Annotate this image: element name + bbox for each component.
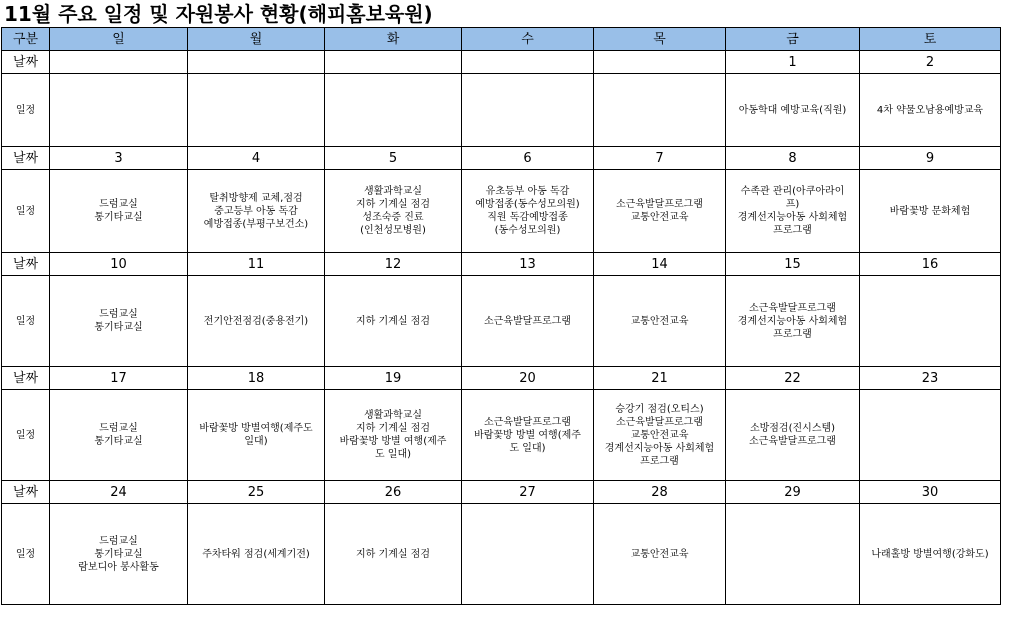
schedule-cell — [50, 74, 188, 147]
event-text: 성조숙증 진료 — [362, 212, 424, 223]
schedule-cell — [594, 276, 726, 367]
date-row — [2, 147, 1001, 170]
event-text: 통기타교실 — [94, 436, 143, 447]
date-cell: 16 — [860, 253, 1001, 276]
event-text: 지하 기계실 점검 — [356, 199, 430, 210]
date-cell: 25 — [188, 481, 325, 504]
event-text: 일대) — [244, 436, 268, 447]
schedule-cell — [50, 504, 188, 605]
date-cell — [325, 51, 462, 74]
schedule-cell — [860, 504, 1001, 605]
date-cell: 17 — [50, 367, 188, 390]
date-cell: 4 — [188, 147, 325, 170]
date-cell: 2 — [860, 51, 1001, 74]
schedule-cell — [726, 390, 860, 481]
date-cell — [50, 51, 188, 74]
schedule-cell — [50, 170, 188, 253]
date-cell — [462, 51, 594, 74]
row-label-schedule: 일정 — [2, 504, 50, 605]
date-cell: 5 — [325, 147, 462, 170]
schedule-cell — [325, 170, 462, 253]
schedule-cell — [726, 504, 860, 605]
date-row — [2, 481, 1001, 504]
event-text: 주차타워 점검(세계기전) — [202, 548, 310, 560]
event-text: 지하 기계실 점검 — [356, 423, 430, 434]
schedule-cell — [726, 170, 860, 253]
event-text: 예방접종(부평구보건소) — [203, 218, 309, 230]
date-cell: 1 — [726, 51, 860, 74]
schedule-table — [1, 27, 1001, 605]
date-cell: 18 — [188, 367, 325, 390]
event-text: 드럼교실 — [99, 535, 138, 547]
schedule-cell — [188, 170, 325, 253]
date-cell: 19 — [325, 367, 462, 390]
event-text: 승강기 점검(오티스) — [615, 403, 704, 415]
schedule-cell — [188, 276, 325, 367]
schedule-cell — [462, 276, 594, 367]
event-text: 프로그램 — [773, 328, 812, 340]
schedule-cell — [325, 276, 462, 367]
page-title: 11월 주요 일정 및 자원봉사 현황(해피홈보육원) — [4, 2, 433, 26]
header-day-sun: 일 — [50, 28, 188, 51]
event-text: 통기타교실 — [94, 212, 143, 223]
event-text: (인천성모병원) — [360, 225, 426, 236]
event-text: 바람꽃방 방별 여행(제주 — [339, 436, 447, 447]
date-cell: 23 — [860, 367, 1001, 390]
event-text: 람보디아 봉사활동 — [78, 561, 159, 573]
event-text: 통기타교실 — [94, 548, 143, 560]
event-text: 생활과학교실 — [364, 186, 422, 197]
date-cell: 11 — [188, 253, 325, 276]
event-text: 소근육발달프로그램 — [484, 315, 571, 327]
schedule-row — [2, 390, 1001, 481]
event-text: 유초등부 아동 독감 — [485, 186, 570, 197]
event-text: 직원 독감예방접종 — [487, 212, 568, 223]
schedule-cell — [726, 74, 860, 147]
date-cell: 12 — [325, 253, 462, 276]
row-label-schedule: 일정 — [2, 276, 50, 367]
event-text: 소근육발달프로그램 — [749, 302, 836, 314]
schedule-row — [2, 276, 1001, 367]
event-text: 도 일대) — [374, 449, 412, 460]
date-cell: 13 — [462, 253, 594, 276]
schedule-cell — [726, 276, 860, 367]
date-cell: 3 — [50, 147, 188, 170]
event-text: 교통안전교육 — [630, 315, 689, 327]
event-text: 통기타교실 — [94, 322, 143, 333]
header-day-mon: 월 — [188, 28, 325, 51]
event-text: 탈취방향제 교체,점검 — [209, 192, 303, 204]
event-text: 중고등부 아동 독감 — [214, 205, 298, 217]
date-cell: 24 — [50, 481, 188, 504]
date-row — [2, 367, 1001, 390]
event-text: 바람꽃방 방별여행(제주도 — [199, 423, 313, 434]
row-label-date: 날짜 — [2, 367, 50, 390]
event-text: 바람꽃방 방별 여행(제주 — [474, 429, 581, 441]
date-cell: 29 — [726, 481, 860, 504]
header-day-thu: 목 — [594, 28, 726, 51]
row-label-date: 날짜 — [2, 481, 50, 504]
date-cell — [188, 51, 325, 74]
row-label-schedule: 일정 — [2, 170, 50, 253]
schedule-cell — [188, 390, 325, 481]
schedule-cell — [325, 504, 462, 605]
event-text: 프로그램 — [640, 455, 679, 467]
event-text: 전기안전점검(중용전기) — [203, 315, 309, 327]
schedule-cell — [860, 390, 1001, 481]
header-row — [2, 28, 1001, 51]
event-text: 예방접종(동수성모의원) — [475, 199, 580, 210]
event-text: 교통안전교육 — [630, 548, 689, 560]
event-text: 4차 약물오남용예방교육 — [876, 104, 984, 116]
header-day-tue: 화 — [325, 28, 462, 51]
schedule-cell — [860, 276, 1001, 367]
schedule-cell — [462, 504, 594, 605]
header-day-fri: 금 — [726, 28, 860, 51]
event-text: 생활과학교실 — [364, 410, 422, 421]
schedule-cell — [462, 74, 594, 147]
event-text: 드럼교실 — [99, 309, 138, 320]
schedule-cell — [50, 390, 188, 481]
date-cell: 9 — [860, 147, 1001, 170]
date-cell: 14 — [594, 253, 726, 276]
date-cell: 27 — [462, 481, 594, 504]
schedule-cell — [594, 170, 726, 253]
event-text: 도 일대) — [509, 442, 546, 454]
date-cell: 7 — [594, 147, 726, 170]
event-text: 소근육발달프로그램 — [616, 199, 703, 210]
event-text: 교통안전교육 — [630, 212, 689, 223]
row-label-schedule: 일정 — [2, 74, 50, 147]
schedule-cell — [594, 74, 726, 147]
event-text: 지하 기계실 점검 — [356, 548, 430, 560]
date-cell: 28 — [594, 481, 726, 504]
event-text: 경계선지능아동 사회체험 — [737, 315, 848, 327]
schedule-cell — [860, 74, 1001, 147]
event-text: 소근육발달프로그램 — [484, 416, 571, 428]
header-day-sat: 토 — [860, 28, 1001, 51]
row-label-date: 날짜 — [2, 253, 50, 276]
header-day-wed: 수 — [462, 28, 594, 51]
schedule-cell — [325, 390, 462, 481]
schedule-cell — [188, 74, 325, 147]
date-cell: 10 — [50, 253, 188, 276]
schedule-cell — [860, 170, 1001, 253]
event-text: 아동학대 예방교육(직원) — [738, 104, 847, 116]
event-text: 경계선지능아동 사회체험 — [737, 212, 848, 223]
row-label-date: 날짜 — [2, 147, 50, 170]
date-cell: 6 — [462, 147, 594, 170]
event-text: 경계선지능아동 사회체험 — [604, 442, 715, 454]
schedule-row — [2, 74, 1001, 147]
date-row — [2, 51, 1001, 74]
event-text: 나래홀방 방별여행(강화도) — [871, 548, 989, 560]
schedule-cell — [594, 390, 726, 481]
event-text: 수족관 관리(아쿠아라이 — [740, 186, 845, 197]
calendar-body — [2, 51, 1001, 605]
event-text: 프로그램 — [773, 225, 812, 236]
schedule-cell — [462, 390, 594, 481]
schedule-cell — [50, 276, 188, 367]
date-cell: 21 — [594, 367, 726, 390]
event-text: 드럼교실 — [99, 199, 138, 210]
row-label-date: 날짜 — [2, 51, 50, 74]
event-text: 지하 기계실 점검 — [356, 315, 430, 327]
schedule-row — [2, 170, 1001, 253]
date-cell: 30 — [860, 481, 1001, 504]
event-text: (동수성모의원) — [494, 225, 561, 236]
schedule-row — [2, 504, 1001, 605]
event-text: 드럼교실 — [99, 423, 138, 434]
schedule-cell — [325, 74, 462, 147]
event-text: 바람꽃방 문화체험 — [889, 205, 971, 217]
date-cell: 8 — [726, 147, 860, 170]
date-row — [2, 253, 1001, 276]
event-text: 프) — [785, 199, 800, 210]
date-cell: 15 — [726, 253, 860, 276]
event-text: 소근육발달프로그램 — [749, 436, 836, 447]
schedule-cell — [594, 504, 726, 605]
row-label-schedule: 일정 — [2, 390, 50, 481]
date-cell: 26 — [325, 481, 462, 504]
event-text: 소방점검(진시스템) — [749, 423, 836, 434]
date-cell — [594, 51, 726, 74]
event-text: 소근육발달프로그램 — [616, 416, 703, 428]
event-text: 교통안전교육 — [630, 429, 689, 441]
schedule-cell — [462, 170, 594, 253]
date-cell: 22 — [726, 367, 860, 390]
schedule-cell — [188, 504, 325, 605]
header-label: 구분 — [2, 28, 50, 51]
date-cell: 20 — [462, 367, 594, 390]
